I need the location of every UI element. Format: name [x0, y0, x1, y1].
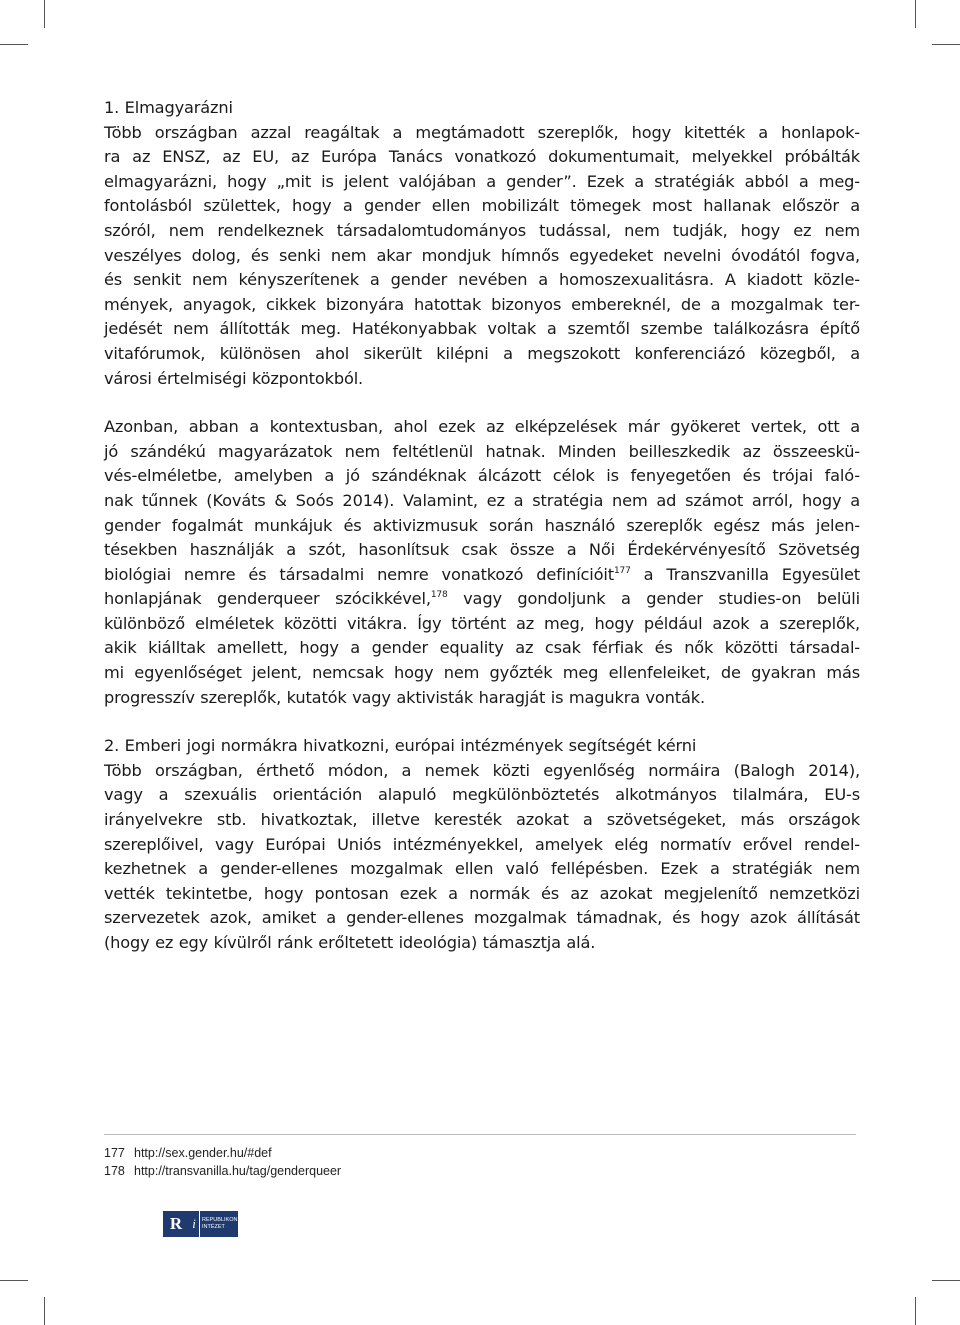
- text-line: vés-elméletbe, amelyben a jó szándéknak álcázott célok is fenyegetően és trójai faló-: [104, 466, 860, 486]
- text-line: szereplőivel, vagy Európai Uniós intézményekkel, amelyek elég normatív erővel rendel-: [104, 834, 860, 854]
- text-line: nak tűnnek (Kováts & Soós 2014). Valamint, ez a stratégia nem ad számot arról, hogy a: [104, 490, 860, 510]
- crop-mark: [932, 1280, 960, 1281]
- text-line: biológiai nemre és társadalmi nemre vonatkozó definícióit$^{177}$ a Transzvanilla Egyesület: [104, 564, 860, 584]
- text-line: akik kiálltak amellett, hogy a gender equality az csak férfiak és nők közötti társadal-: [104, 638, 860, 658]
- text-line: szervezetek azok, amiket a gender-ellenes mozgalmak támadnak, és hogy azok állítását: [104, 908, 860, 928]
- text-line: és senkit nem kényszerítenek a gender nevében a homoszexualitásra. A kiadott közle-: [104, 270, 860, 290]
- footnote-link[interactable]: http://transvanilla.hu/tag/genderqueer: [134, 1164, 342, 1178]
- crop-mark: [44, 0, 45, 28]
- text-line: vitafórumok, különösen ahol sikerült kilépni a megszokott konferenciázó közegből, a: [104, 343, 860, 363]
- footnote-divider: [104, 1134, 856, 1135]
- text-line: szóról, nem rendelkeznek társadalomtudományos tudással, nem tudják, hogy ez nem: [104, 220, 860, 240]
- footnote: 178 http://transvanilla.hu/tag/genderqueer: [104, 1164, 342, 1178]
- text-line: városi értelmiségi központokból.: [104, 368, 364, 388]
- crop-mark: [915, 1297, 916, 1325]
- logo-text: REPUBLIKON INTÉZET: [200, 1211, 238, 1237]
- footnote: 177 http://sex.gender.hu/#def: [104, 1146, 272, 1160]
- text-line: mi egyenlőséget jelent, nemcsak hogy nem győzték meg ellenfeleiket, de gyakran más: [104, 663, 860, 683]
- crop-mark: [932, 44, 960, 45]
- text-line: ra az ENSZ, az EU, az Európa Tanács vonatkozó dokumentumait, melyekkel próbálták: [104, 147, 860, 167]
- text-line: Több országban, érthető módon, a nemek közti egyenlőség normáira (Balogh 2014),: [104, 760, 860, 780]
- crop-mark: [44, 1297, 45, 1325]
- document-body: [104, 96, 860, 956]
- text-line: irányelvekre stb. hivatkoztak, illetve keresték azokat a szövetségeket, más országok: [104, 810, 860, 830]
- republikon-logo: [163, 1211, 238, 1237]
- text-line: honlapjának genderqueer szócikkével,$^{178}$ vagy gondoljunk a gender studies-on belüli: [104, 589, 860, 609]
- footnotes: [104, 1144, 341, 1180]
- text-line: tésekben használják a szót, hasonlítsuk csak össze a Női Érdekérvényesítő Szövetség: [104, 540, 860, 560]
- section-1: [104, 96, 860, 391]
- footnote-ref[interactable]: 177: [613, 565, 631, 576]
- section-2: [104, 734, 860, 955]
- text-line: Több országban azzal reagáltak a megtámadott szereplők, hogy kitették a honlapok-: [104, 122, 860, 142]
- text-line: fontolásból születtek, hogy a gender ellen mobilizált tömegek most hallanak először a: [104, 196, 860, 216]
- text-line: vették tekintetbe, hogy pontosan ezek a normák és az azokat megjelenítő nemzetközi: [104, 883, 860, 903]
- text-line: progresszív szereplők, kutatók vagy aktivisták haragját is magukra vonták.: [104, 687, 705, 707]
- crop-mark: [0, 44, 28, 45]
- text-line: (hogy ez egy kívülről ránk erőltetett ideológia) támasztja alá.: [104, 933, 596, 952]
- text-line: mények, anyagok, cikkek bizonyára hatottak bizonyos embereknél, de a mozgalmak ter-: [104, 294, 860, 314]
- section-1-paragraph-2: [104, 415, 860, 710]
- footnote-ref[interactable]: 178: [430, 590, 448, 601]
- section-heading: 1. Elmagyarázni: [104, 98, 233, 117]
- section-heading: 2. Emberi jogi normákra hivatkozni, európai intézmények segítségét kérni: [104, 736, 697, 756]
- logo-letter: R: [163, 1211, 189, 1237]
- crop-mark: [0, 1280, 28, 1281]
- text-line: elmagyarázni, hogy „mit is jelent valójában a gender”. Ezek a stratégiák abból a meg-: [104, 171, 860, 191]
- text-line: veszélyes dolog, és senki nem akar mondjuk hímnős egyedeket nevelni óvodától fogva,: [104, 245, 860, 265]
- text-line: különböző elméletek közötti vitákra. Így történt az meg, hogy például azok a szereplők,: [104, 613, 860, 633]
- logo-small-letter: i: [189, 1211, 199, 1237]
- text-line: gender fogalmát munkájuk és aktivizmusuk során használó szereplők egész más jelen-: [104, 515, 860, 535]
- text-line: Azonban, abban a kontextusban, ahol ezek az elképzelések már gyökeret vertek, ott a: [104, 417, 860, 437]
- text-line: vagy a szexuális orientáción alapuló megkülönböztetés alkotmányos tilalmára, EU-s: [104, 785, 860, 805]
- text-line: kezhetnek a gender-ellenes mozgalmak ellen való fellépésben. Ezek a stratégiák nem: [104, 859, 860, 879]
- text-line: jedését nem állították meg. Hatékonyabbak voltak a szemtől szembe találkozásra építő: [104, 319, 860, 339]
- footnote-link[interactable]: http://sex.gender.hu/#def: [134, 1146, 272, 1160]
- text-line: jó szándékú magyarázatok nem feltétlenül hatnak. Minden beilleszkedik az összeeskü-: [104, 441, 860, 461]
- crop-mark: [915, 0, 916, 28]
